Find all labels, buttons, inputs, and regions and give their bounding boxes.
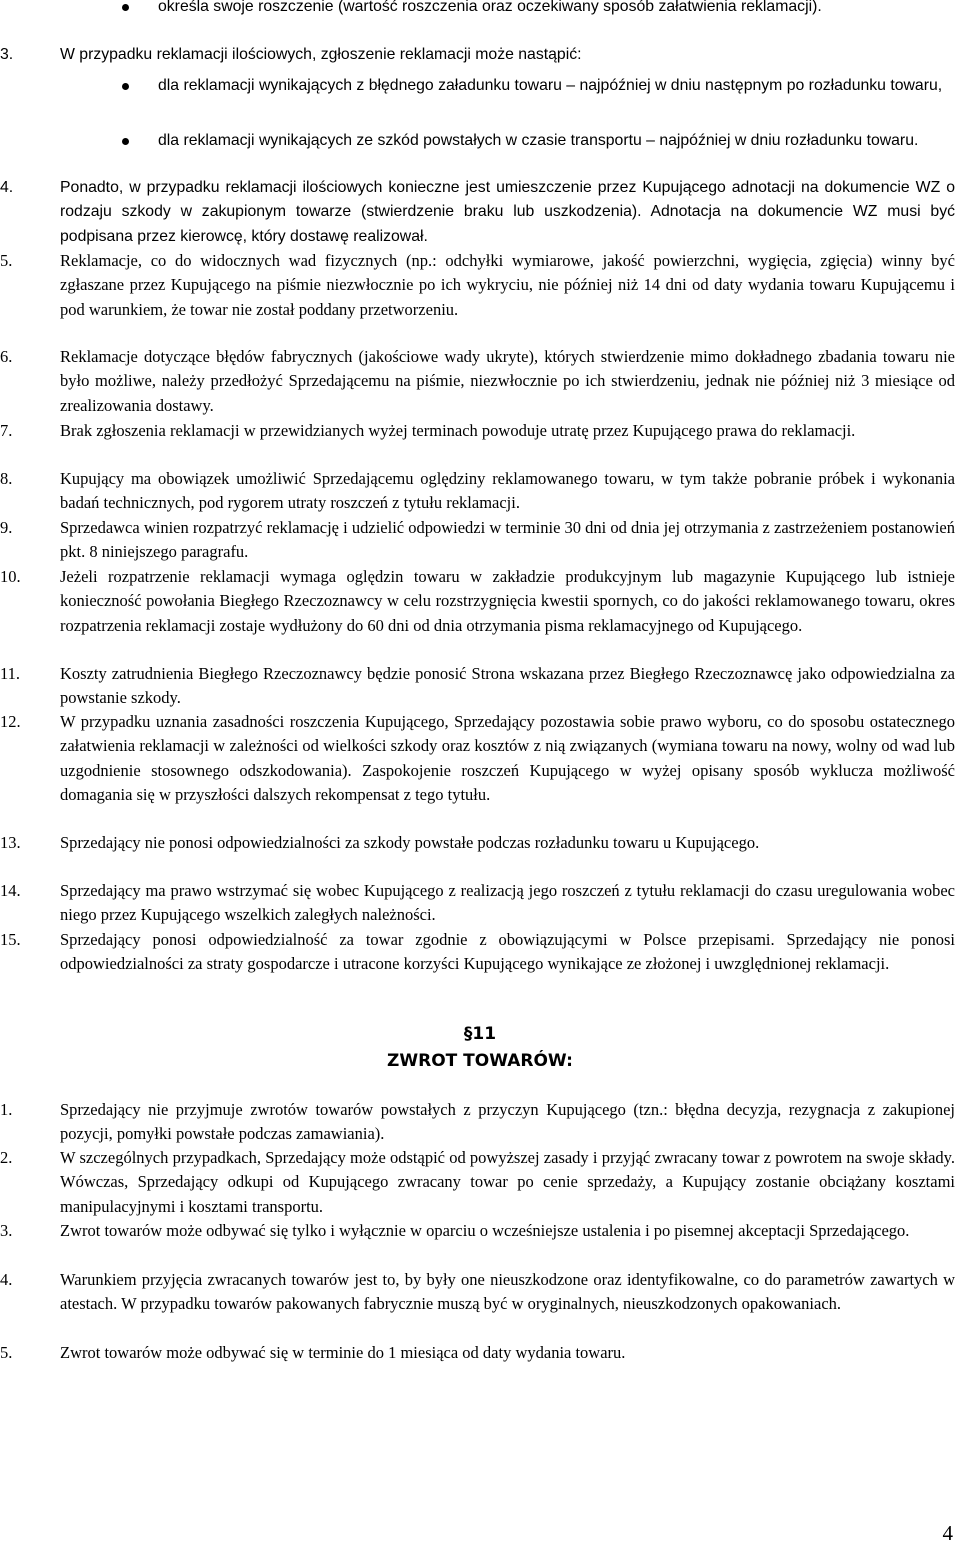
item-text: Ponadto, w przypadku reklamacji ilościowych konieczne jest umieszczenie przez Kupującego adnotacji na dokumencie WZ o rodzaju szkody w zakupionym towarze (stwierdzenie braku lub uszkodzenia). Adnotacja na dokumencie WZ musi być podpisana przez kierowcę, który dostawę realizował.	[60, 179, 955, 245]
item-text: Koszty zatrudnienia Biegłego Rzeczoznawcy będzie ponosić Strona wskazana przez Biegłego Rzeczoznawcę jako odpowiedzialna za powstanie szkody.	[60, 664, 955, 708]
item-text: Zwrot towarów może odbywać się tylko i wyłącznie w oparciu o wcześniejsze ustalenia i po pisemnej akceptacji Sprzedającego.	[60, 1221, 910, 1240]
item-text: Sprzedający nie ponosi odpowiedzialności za szkody powstałe podczas rozładunku towaru u Kupującego.	[60, 833, 760, 852]
bullet-text: dla reklamacji wynikających ze szkód powstałych w czasie transportu – najpóźniej w dniu rozładunku towaru.	[158, 132, 919, 149]
item-number: 6.	[0, 347, 13, 366]
item-text: Kupujący ma obowiązek umożliwić Sprzedającemu oględziny reklamowanego towaru, w tym także pobranie próbek i wykonania badań technicznych, pod rygorem utraty roszczeń z tytułu reklamacji.	[60, 469, 955, 513]
item-number: 8.	[0, 469, 13, 488]
item-number: 11.	[0, 664, 21, 683]
item-text: Sprzedający ponosi odpowiedzialność za towar zgodnie z obowiązującymi w Polsce przepisami. Sprzedający nie ponosi odpowiedzialności za straty gospodarcze i utracone korzyści Kupującego wynikające ze złożonej i uwzględnionej reklamacji.	[60, 930, 955, 974]
item-text: Jeżeli rozpatrzenie reklamacji wymaga oględzin towaru w zakładzie produkcyjnym lub magazynie Kupującego lub istnieje konieczność powołania Biegłego Rzeczoznawcy w celu rozstrzygnięcia kwestii spornych, co do jakości reklamowanego towaru, okres rozpatrzenia reklamacji zostaje wydłużony do 60 dni od dnia otrzymania pisma reklamacyjnego od Kupującego.	[60, 567, 955, 635]
page-number: 4	[942, 1521, 953, 1545]
section-number	[0, 1024, 960, 1044]
item-number: 4.	[0, 179, 14, 196]
item-text: Sprzedający nie przyjmuje zwrotów towarów powstałych z przyczyn Kupującego (tzn.: błędna decyzja, rezygnacja z zakupionej pozycji, pomyłki powstałe podczas zamawiania).	[60, 1100, 955, 1144]
item-number: 15.	[0, 930, 21, 949]
item-number: 4.	[0, 1270, 13, 1289]
item-number: 10.	[0, 567, 21, 586]
item-text: W przypadku uznania zasadności roszczenia Kupującego, Sprzedający pozostawia sobie prawo wyboru, co do sposobu ostatecznego załatwienia reklamacji w zależności od wielkości szkody oraz kosztów z nią związanych (wymiana towaru na nowy, wolny od wad lub uzgodnienie stosownego odszkodowania). Zaspokojenie roszczeń Kupującego w wyżej opisany sposób wyklucza możliwość domagania się w przyszłości dalszych rekompensat z tego tytułu.	[60, 712, 955, 804]
section-number-value: 11	[472, 1024, 497, 1044]
item-text: Brak zgłoszenia reklamacji w przewidzianych wyżej terminach powoduje utratę przez Kupującego prawa do reklamacji.	[60, 421, 856, 440]
item-text: W szczególnych przypadkach, Sprzedający może odstąpić od powyższej zasady i przyjąć zwracany towar z powrotem na swoje składy. Wówczas, Sprzedający odkupi od Kupującego zwracany towar po cenie sprzedaży, a Kupujący zostanie obciążany kosztami manipulacyjnymi i kosztami transportu.	[60, 1148, 955, 1216]
item-number: 3.	[0, 46, 14, 63]
item-number: 3.	[0, 1221, 13, 1240]
item-text: Reklamacje dotyczące błędów fabrycznych (jakościowe wady ukryte), których stwierdzenie mimo dokładnego zbadania towaru nie było możliwe, należy przedłożyć Sprzedającemu na piśmie, niezwłocznie po ich stwierdzeniu, jednak nie później niż 3 miesiące od zrealizowania dostawy.	[60, 347, 955, 415]
item-text: Sprzedawca winien rozpatrzyć reklamację i udzielić odpowiedzi w terminie 30 dni od dnia jej otrzymania z zastrzeżeniem postanowień pkt. 8 niniejszego paragrafu.	[60, 518, 955, 562]
item-text: W przypadku reklamacji ilościowych, zgłoszenie reklamacji może nastąpić:	[60, 46, 582, 63]
item-text: Zwrot towarów może odbywać się w terminie do 1 miesiąca od daty wydania towaru.	[60, 1343, 626, 1362]
item-number: 5.	[0, 1343, 13, 1362]
item-number: 5.	[0, 251, 13, 270]
item-text: Sprzedający ma prawo wstrzymać się wobec Kupującego z realizacją jego roszczeń z tytułu reklamacji do czasu uregulowania wobec niego przez Kupującego wszelkich zaległych należności.	[60, 881, 955, 925]
item-text: Warunkiem przyjęcia zwracanych towarów jest to, by były one nieuszkodzone oraz identyfikowalne, co do parametrów zawartych w atestach. W przypadku towarów pakowanych fabrycznie muszą być w oryginalnych, nieuszkodzonych opakowaniach.	[60, 1270, 955, 1314]
bullet-text: dla reklamacji wynikających z błędnego załadunku towaru – najpóźniej w dniu następnym po rozładunku towaru,	[158, 77, 943, 94]
item-number: 13.	[0, 833, 21, 852]
section-title: ZWROT TOWARÓW:	[387, 1051, 573, 1071]
bullet-text: określa swoje roszczenie (wartość roszczenia oraz oczekiwany sposób załatwienia reklamacji).	[158, 0, 822, 15]
item-number: 14.	[0, 881, 21, 900]
item-number: 2.	[0, 1148, 13, 1167]
item-number: 1.	[0, 1100, 13, 1119]
item-number: 7.	[0, 421, 13, 440]
item-number: 12.	[0, 712, 21, 731]
item-number: 9.	[0, 518, 13, 537]
paragraph-symbol: §	[463, 1024, 473, 1044]
item-text: Reklamacje, co do widocznych wad fizycznych (np.: odchyłki wymiarowe, jakość powierzchni, wygięcia, zgięcia) winny być zgłaszane przez Kupującego na piśmie niezwłocznie po ich wykryciu, nie później niż 14 dni od daty wydania towaru Kupującemu i pod warunkiem, że towar nie został poddany przetworzeniu.	[60, 251, 955, 319]
